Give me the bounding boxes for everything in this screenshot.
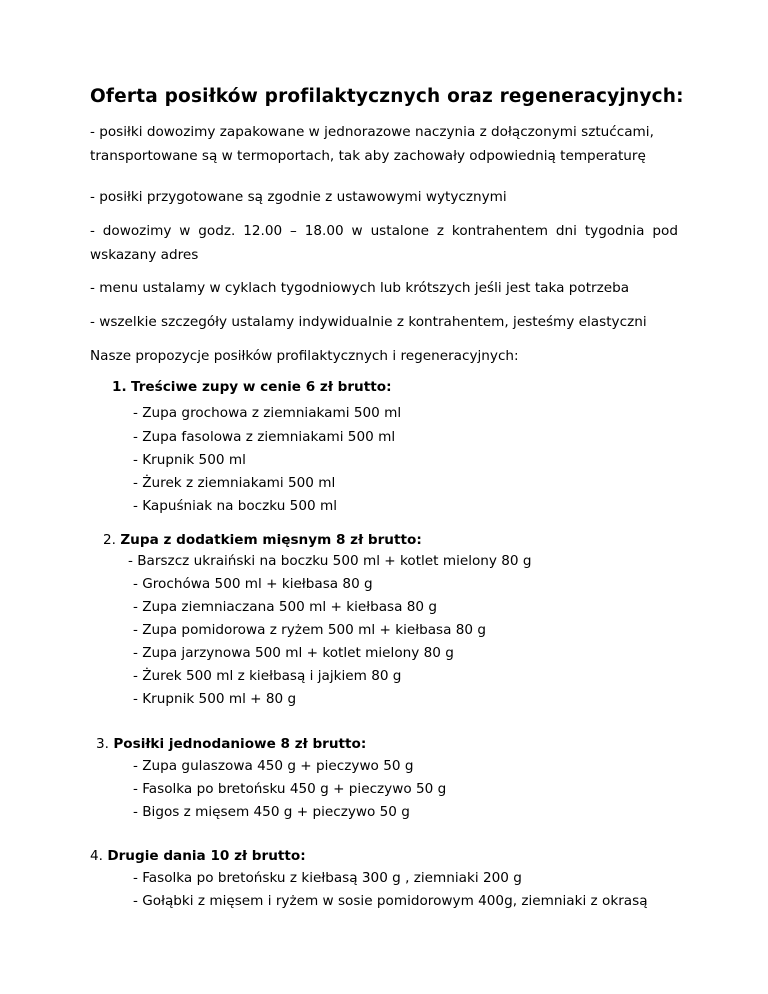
- bullet-flexibility: - wszelkie szczegóły ustalamy indywidualnie z kontrahentem, jesteśmy elastyczni: [90, 314, 647, 330]
- section-3-heading: [96, 736, 366, 752]
- list-item: - Zupa fasolowa z ziemniakami 500 ml: [133, 429, 396, 445]
- list-item: - Krupnik 500 ml + 80 g: [133, 691, 297, 707]
- list-item: - Gołąbki z mięsem i ryżem w sosie pomidorowym 400g, ziemniaki z okrasą: [133, 893, 648, 909]
- list-item: - Krupnik 500 ml: [133, 452, 246, 468]
- list-item: - Grochówa 500 ml + kiełbasa 80 g: [133, 576, 373, 592]
- list-item: - Fasolka po bretońsku 450 g + pieczywo 50 g: [133, 781, 447, 797]
- section-number: 4.: [90, 848, 103, 864]
- list-item: - Żurek 500 ml z kiełbasą i jajkiem 80 g: [133, 668, 402, 684]
- section-number: 2.: [103, 532, 116, 548]
- section-2-heading: [103, 532, 422, 548]
- section-title: Drugie dania 10 zł brutto:: [107, 848, 306, 864]
- list-item: - Barszcz ukraiński na boczku 500 ml + kotlet mielony 80 g: [128, 553, 532, 569]
- intro-text: Nasze propozycje posiłków profilaktycznych i regeneracyjnych:: [90, 348, 519, 364]
- document-title: Oferta posiłków profilaktycznych oraz regeneracyjnych:: [90, 86, 684, 107]
- bullet-packaging: - posiłki dowozimy zapakowane w jednorazowe naczynia z dołączonymi sztućcami, transportowane są w termoportach, tak aby zachowały odpowiednią temperaturę: [90, 124, 654, 164]
- list-item: - Bigos z mięsem 450 g + pieczywo 50 g: [133, 804, 410, 820]
- list-item: - Kapuśniak na boczku 500 ml: [133, 498, 337, 514]
- section-number: 3.: [96, 736, 109, 752]
- section-4-heading: [90, 848, 306, 864]
- list-item: - Zupa gulaszowa 450 g + pieczywo 50 g: [133, 758, 414, 774]
- bullet-guidelines: - posiłki przygotowane są zgodnie z ustawowymi wytycznymi: [90, 189, 507, 205]
- list-item: - Zupa jarzynowa 500 ml + kotlet mielony 80 g: [133, 645, 454, 661]
- section-title: Posiłki jednodaniowe 8 zł brutto:: [113, 736, 367, 752]
- list-item: - Zupa ziemniaczana 500 ml + kiełbasa 80 g: [133, 599, 438, 615]
- bullet-menu-cycles: - menu ustalamy w cyklach tygodniowych lub krótszych jeśli jest taka potrzeba: [90, 280, 630, 296]
- list-item: - Fasolka po bretońsku z kiełbasą 300 g , ziemniaki 200 g: [133, 870, 522, 886]
- section-title: Treściwe zupy w cenie 6 zł brutto:: [130, 379, 392, 395]
- list-item: - Zupa pomidorowa z ryżem 500 ml + kiełbasa 80 g: [133, 622, 487, 638]
- section-number: 1.: [112, 379, 127, 395]
- section-1-heading: [112, 379, 392, 395]
- list-item: - Żurek z ziemniakami 500 ml: [133, 475, 336, 491]
- list-item: - Zupa grochowa z ziemniakami 500 ml: [133, 405, 402, 421]
- section-title: Zupa z dodatkiem mięsnym 8 zł brutto:: [120, 532, 422, 548]
- bullet-delivery-hours: - dowozimy w godz. 12.00 – 18.00 w ustalone z kontrahentem dni tygodnia pod wskazany adres: [90, 223, 678, 263]
